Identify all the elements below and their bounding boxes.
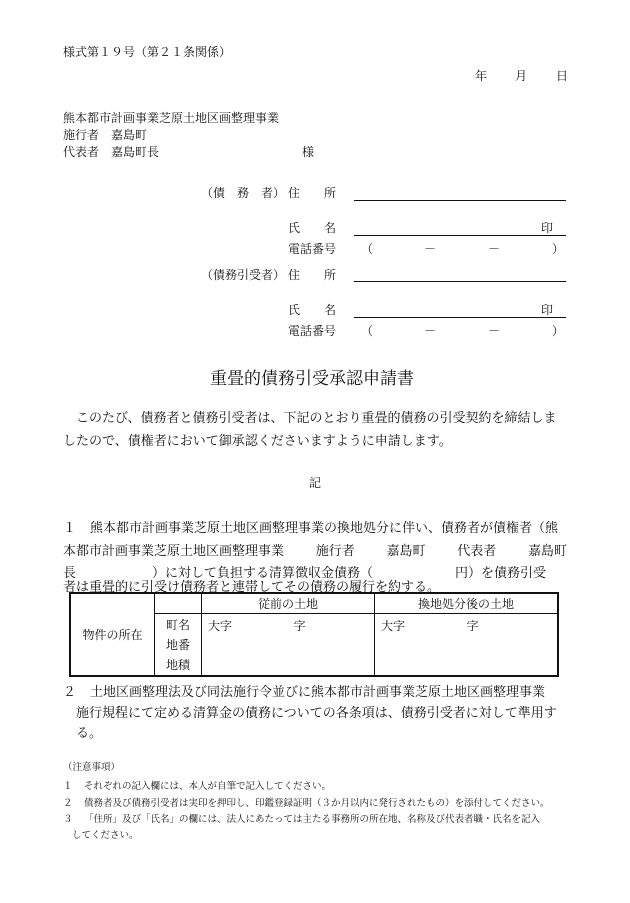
note-1-text: それぞれの記入欄には、本人が自筆で記入してください。	[84, 781, 332, 792]
before-aza: 大字	[208, 618, 233, 633]
debtor-address-line[interactable]	[354, 200, 566, 201]
debtor-role: （債 務 者）	[201, 186, 286, 200]
addressee-operator: 施行者 嘉島町	[63, 128, 148, 142]
item1-number: １	[63, 521, 77, 536]
item1-line-2-project: 本都市計画事業芝原土地区画整理事業	[63, 544, 285, 559]
debtor-seal: 印	[541, 221, 554, 235]
ki-label: 記	[309, 476, 322, 490]
addressee-representative: 代表者 嘉島町長	[63, 145, 160, 159]
item1-line-3-a: 長	[63, 566, 77, 581]
note-3-text: 「住所」及び「氏名」の欄には、法人にあたっては主たる事務所の所在地、名称及び代表者職・氏名を記入	[84, 814, 541, 825]
addressee-honorific: 様	[302, 145, 315, 159]
assignee-name-label: 氏 名	[288, 303, 337, 317]
debtor-phone-close: ）	[552, 242, 565, 256]
item1-line-4: 者は重畳的に引受け債務者と連帯してその債務の履行を約する。	[63, 580, 441, 595]
assignee-phone-label: 電話番号	[288, 324, 337, 338]
property-header-before: 従前の土地	[202, 593, 375, 613]
assignee-name-line[interactable]	[354, 317, 566, 318]
intro-line-2: したので、債権者において御承認くださいますように申請します。	[63, 434, 452, 449]
debtor-phone-open: （	[361, 242, 374, 256]
item1-line-2-operator: 嘉島町	[386, 544, 426, 559]
date-year-label: 年	[475, 69, 488, 83]
property-header-blank	[155, 593, 202, 613]
item2-number: ２	[63, 685, 77, 700]
row-label-area: 地積	[165, 657, 190, 672]
row-label-town: 町名	[165, 617, 190, 632]
debtor-name-line[interactable]	[354, 235, 566, 236]
item1-line-3-b: ）に対して負担する清算徴収金債務（	[152, 566, 374, 581]
after-aza: 大字	[381, 618, 406, 633]
item2-line-1: 土地区画整理法及び同法施行令並びに熊本都市計画事業芝原土地区画整理事業	[90, 685, 546, 700]
date-month-label: 月	[515, 69, 528, 83]
row-label-lot: 地番	[165, 637, 190, 652]
item1-line-2-rep: 嘉島町	[527, 544, 567, 559]
item1-line-1: 熊本都市計画事業芝原土地区画整理事業の換地処分に伴い、債務者が債権者（熊	[90, 521, 559, 536]
property-after-cell[interactable]	[375, 613, 559, 676]
property-table	[69, 592, 559, 677]
property-header-after: 換地処分後の土地	[375, 593, 559, 613]
note-3-number: ３	[63, 814, 73, 825]
after-ji: 字	[466, 618, 479, 633]
item2-line-2: 施行規程にて定める清算金の債務についての各条項は、債務引受者に対して準用す	[76, 706, 557, 721]
addressee-project: 熊本都市計画事業芝原土地区画整理事業	[63, 111, 280, 125]
form-number: 様式第１９号（第２１条関係）	[63, 45, 232, 59]
assignee-phone-open: （	[361, 324, 374, 338]
property-location-label: 物件の所在	[70, 593, 155, 676]
notes-heading: （注意事項）	[63, 762, 121, 773]
debtor-phone-label: 電話番号	[288, 242, 337, 256]
property-before-cell[interactable]	[202, 613, 375, 676]
assignee-phone-close: ）	[552, 324, 565, 338]
debtor-name-label: 氏 名	[288, 221, 337, 235]
note-2-number: ２	[63, 798, 73, 809]
note-1-number: １	[63, 781, 73, 792]
assignee-address-label: 住 所	[288, 268, 337, 282]
item1-line-3-c: 円）を債務引受	[455, 566, 547, 581]
debtor-phone-dash1: －	[424, 242, 437, 256]
property-row-labels	[155, 613, 202, 676]
item1-line-2-operator-label: 施行者	[315, 544, 355, 559]
debtor-address-label: 住 所	[288, 186, 337, 200]
date-day-label: 日	[556, 69, 569, 83]
before-ji: 字	[293, 618, 306, 633]
assignee-address-line[interactable]	[354, 281, 566, 282]
item2-line-3: る。	[76, 726, 103, 741]
assignee-phone-dash1: －	[424, 324, 437, 338]
item1-line-2-rep-label: 代表者	[457, 544, 497, 559]
item1-line-2	[63, 540, 567, 559]
document-title: 重畳的債務引受承認申請書	[210, 369, 414, 389]
debtor-phone-dash2: －	[488, 242, 501, 256]
note-3-continuation: してください。	[72, 830, 139, 841]
assignee-role: （債務引受者）	[201, 268, 286, 282]
assignee-seal: 印	[541, 303, 554, 317]
note-2-text: 債務者及び債務引受者は実印を押印し、印鑑登録証明（３か月以内に発行されたもの）を添付してください。	[84, 798, 550, 809]
intro-line-1: このたび、債務者と債務引受者は、下記のとおり重畳的債務の引受契約を締結しま	[63, 411, 557, 426]
assignee-phone-dash2: －	[488, 324, 501, 338]
